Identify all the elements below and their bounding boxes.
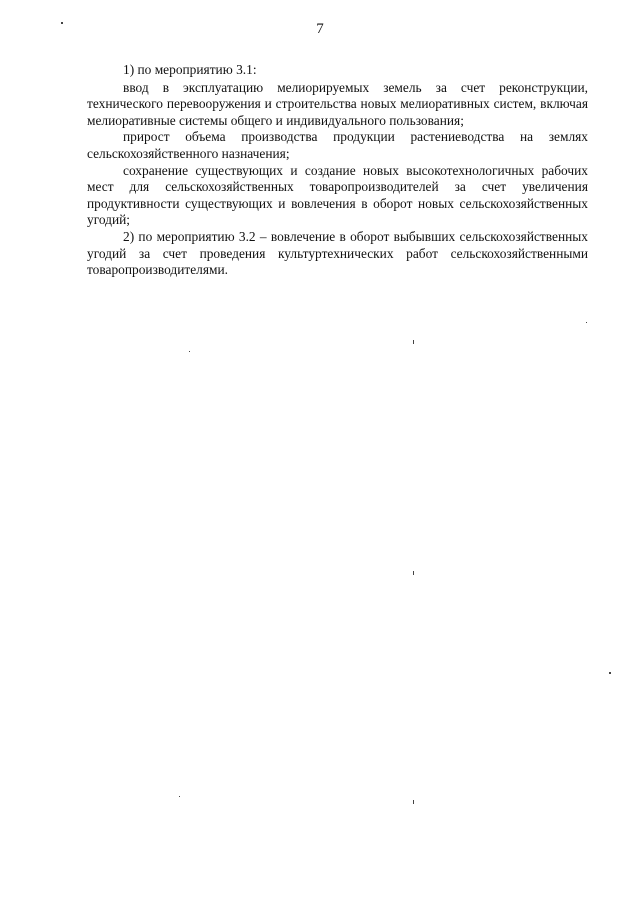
scan-speck: [189, 351, 190, 352]
paragraph-measure-3-2: 2) по мероприятию 3.2 – вовлечение в оборот выбывших сельскохозяйственных угодий за счет проведения культуртехнических работ сельскохозяйственными товаропроизводителями.: [87, 228, 588, 278]
scan-speck: [586, 322, 587, 323]
scan-speck: [413, 571, 414, 575]
document-body: [87, 62, 588, 279]
scan-speck: [61, 22, 63, 24]
scan-speck: [609, 672, 611, 674]
paragraph-jobs-preservation: сохранение существующих и создание новых высокотехнологичных рабочих мест для сельскохозяйственных товаропроизводителей за счет увеличения продуктивности существующих и вовлечения в оборот новых сельскохозяйственных угодий;: [87, 162, 588, 228]
scan-speck: [413, 340, 414, 344]
page-number: 7: [316, 21, 324, 37]
paragraph-measure-3-1-heading: 1) по мероприятию 3.1:: [123, 62, 257, 77]
paragraph-land-reclamation: ввод в эксплуатацию мелиорируемых земель за счет реконструкции, технического перевооружения и строительства новых мелиоративных систем, включая мелиоративные системы общего и индивидуального пользования;: [87, 79, 588, 128]
scan-speck: [179, 796, 180, 797]
scan-speck: [413, 800, 414, 804]
paragraph-crop-production-growth: прирост объема производства продукции растениеводства на землях сельскохозяйственного назначения;: [87, 129, 588, 161]
